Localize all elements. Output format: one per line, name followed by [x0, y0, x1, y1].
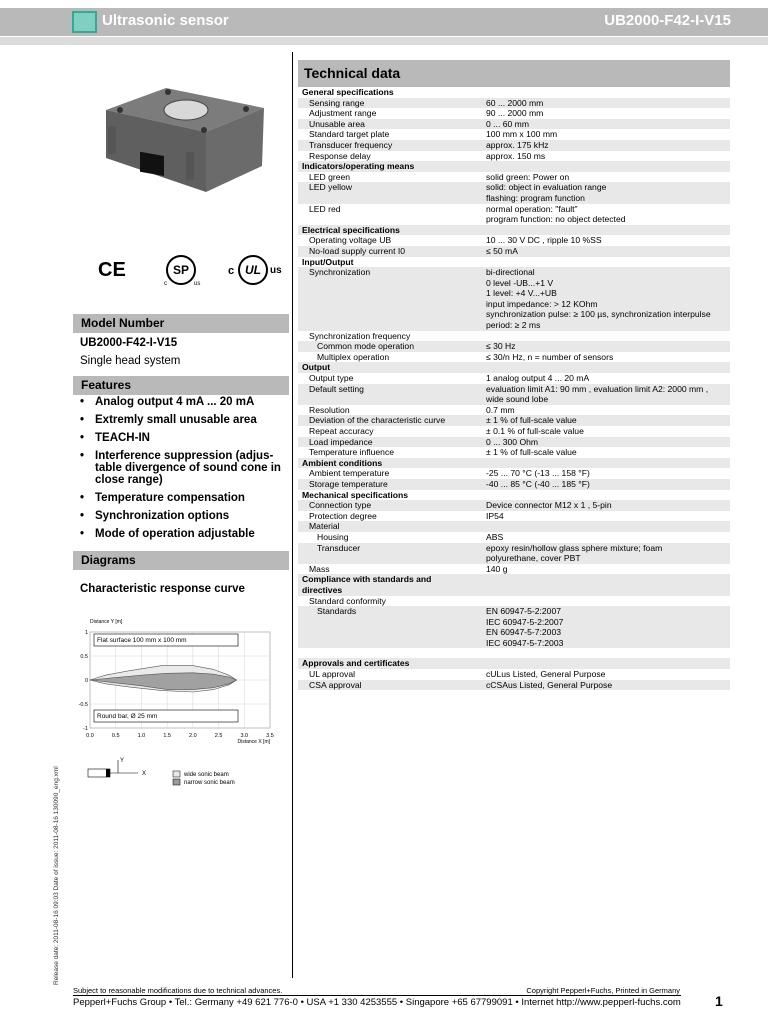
y-tick-label: -0.5	[78, 702, 88, 708]
table-value	[486, 521, 730, 532]
table-key: Synchronization	[309, 267, 371, 278]
table-value: solid green: Power on	[486, 171, 570, 182]
feature-item: • Mode of operation adjustable	[80, 528, 290, 540]
table-value: epoxy resin/hollow glass sphere mixture; foam polyurethane, cover PBT	[486, 542, 663, 564]
table-row	[298, 246, 730, 257]
table-row	[298, 405, 730, 416]
table-section-row	[298, 161, 730, 172]
table-value: cCSAus Listed, General Purpose	[486, 679, 613, 690]
x-tick-label: 3.5	[266, 733, 274, 739]
table-value: 90 ... 2000 mm	[486, 108, 544, 119]
table-key: Standard target plate	[309, 129, 390, 140]
table-value	[486, 596, 730, 607]
ul-mark-icon	[238, 255, 268, 285]
table-key: Resolution	[309, 404, 350, 415]
table-value: -40 ... 85 °C (-40 ... 185 °F)	[486, 478, 590, 489]
table-key: CSA approval	[309, 679, 362, 690]
features-heading: Features	[73, 376, 289, 395]
table-row	[298, 479, 730, 490]
table-value: -25 ... 70 °C (-13 ... 158 °F)	[486, 468, 590, 479]
legend-swatch	[173, 779, 180, 785]
table-value: 0.7 mm	[486, 404, 515, 415]
table-row	[298, 680, 730, 691]
legend-label: narrow sonic beam	[184, 780, 235, 786]
table-section-row	[298, 490, 730, 501]
product-image	[96, 80, 266, 198]
table-key: Adjustment range	[309, 108, 377, 119]
table-row	[298, 415, 730, 426]
table-section-row	[298, 257, 730, 268]
table-row	[298, 151, 730, 162]
table-section-row	[298, 658, 730, 669]
footer-contact: Pepperl+Fuchs Group • Tel.: Germany +49 621 776-0 • USA +1 330 4253555 • Singapore +65 67799091 • Internet http://www.pepperl-fuchs.com	[73, 997, 681, 1008]
table-key: Ambient conditions	[302, 457, 383, 468]
table-key: Response delay	[309, 150, 371, 161]
ul-mark-letters: UL	[245, 263, 261, 277]
table-key: LED green	[309, 171, 351, 182]
table-key: Protection degree	[309, 510, 377, 521]
table-row	[298, 500, 730, 511]
table-value: Device connector M12 x 1 , 5-pin	[486, 500, 612, 511]
table-row	[298, 543, 730, 564]
feature-item: • TEACH-IN	[80, 432, 290, 444]
table-row	[298, 468, 730, 479]
table-row	[298, 669, 730, 680]
table-key: UL approval	[309, 669, 356, 680]
table-value: ± 1 % of full-scale value	[486, 447, 577, 458]
sensor-x-label: X	[142, 771, 147, 777]
table-key: Temperature influence	[309, 447, 395, 458]
certification-logos	[96, 255, 286, 289]
table-value: bi-directional 0 level -UB...+1 V 1 level: +4 V...+UB input impedance: > 12 KOhm synchronization pulse: ≥ 100 µs, synchronization interpulse period: ≥ 2 ms	[486, 267, 711, 331]
legend-label: wide sonic beam	[184, 772, 229, 778]
response-curve-svg	[80, 614, 280, 794]
table-value: ABS	[486, 531, 504, 542]
table-value	[498, 87, 730, 98]
table-key: Standard conformity	[309, 595, 386, 606]
table-value	[498, 490, 730, 501]
table-key: Unusable area	[309, 118, 365, 129]
table-row	[298, 331, 730, 342]
table-row	[298, 352, 730, 363]
x-tick-label: 3.0	[240, 733, 249, 739]
table-key: Connection type	[309, 500, 372, 511]
sensor-y-label: Y	[120, 758, 125, 764]
table-row	[298, 606, 730, 648]
table-value: ± 1 % of full-scale value	[486, 415, 577, 426]
table-section-row	[298, 458, 730, 469]
table-key: Electrical specifications	[302, 224, 400, 235]
table-value: 100 mm x 100 mm	[486, 129, 558, 140]
table-key: Mass	[309, 563, 330, 574]
x-tick-label: 0.5	[111, 733, 120, 739]
x-tick-label: 0.0	[86, 733, 94, 739]
table-row	[298, 447, 730, 458]
table-row	[298, 235, 730, 246]
table-key: General specifications	[302, 87, 394, 97]
legend-swatch	[173, 771, 180, 777]
table-row	[298, 267, 730, 331]
footer-copyright: Copyright Pepperl+Fuchs, Printed in Germany	[526, 986, 680, 995]
table-section-row	[298, 362, 730, 373]
table-value: ≤ 50 mA	[486, 245, 518, 256]
features-list	[80, 396, 290, 545]
feature-item: • Extremly small unusable area	[80, 414, 290, 426]
table-section-row	[298, 574, 730, 595]
x-tick-label: 1.0	[137, 733, 146, 739]
table-key: LED yellow	[309, 182, 352, 193]
csa-mark-letters: SP	[172, 263, 189, 277]
table-row	[298, 341, 730, 352]
csa-mark-c: c	[164, 281, 167, 287]
table-key: Output	[302, 362, 331, 373]
table-value: evaluation limit A1: 90 mm , evaluation limit A2: 2000 mm , wide sound lobe	[486, 383, 709, 405]
table-section-row	[298, 87, 730, 98]
table-key: Multiplex operation	[317, 351, 390, 362]
table-key: Operating voltage UB	[309, 235, 392, 246]
feature-item: • Temperature compensation	[80, 492, 290, 504]
brand-square-icon	[72, 11, 97, 33]
table-key: Approvals and certificates	[302, 658, 410, 669]
sensor-head	[106, 769, 110, 777]
diagram-title: Characteristic response curve	[80, 583, 245, 595]
feature-item: • Analog output 4 mA ... 20 mA	[80, 396, 290, 408]
table-value: 0 ... 60 mm	[486, 118, 529, 129]
table-key: Output type	[309, 373, 354, 384]
table-key: Material	[309, 521, 340, 532]
x-tick-label: 2.5	[214, 733, 223, 739]
table-value: ≤ 30 Hz	[486, 341, 516, 352]
table-value	[498, 574, 730, 595]
table-key: Load impedance	[309, 436, 373, 447]
table-value: approx. 175 kHz	[486, 139, 549, 150]
table-key: Transducer frequency	[309, 139, 393, 150]
table-value	[498, 658, 730, 669]
technical-data-heading: Technical data	[298, 60, 730, 87]
table-value	[486, 331, 730, 342]
cul-mark-us: us	[270, 265, 282, 276]
diagrams-heading: Diagrams	[73, 551, 289, 570]
column-divider	[292, 52, 293, 978]
x-tick-label: 2.0	[189, 733, 197, 739]
table-section-row	[298, 225, 730, 236]
table-row	[298, 373, 730, 384]
model-description: Single head system	[80, 355, 181, 367]
table-value: 0 ... 300 Ohm	[486, 436, 539, 447]
y-tick-label: 0	[84, 678, 88, 684]
table-row	[298, 129, 730, 140]
table-key: Storage temperature	[309, 478, 388, 489]
box-label-round: Round bar, Ø 25 mm	[97, 713, 158, 720]
table-key: No-load supply current I0	[309, 245, 406, 256]
table-value: normal operation: "fault" program function: no object detected	[486, 203, 626, 225]
csa-mark-us: us	[194, 281, 201, 287]
table-row	[298, 511, 730, 522]
table-row	[298, 648, 730, 658]
model-title: UB2000-F42-I-V15	[604, 12, 731, 29]
table-key: Compliance with standards and directives	[302, 574, 432, 595]
table-row	[298, 140, 730, 151]
y-axis-label: Distance Y [m]	[90, 619, 123, 625]
table-row	[298, 384, 730, 405]
table-value	[498, 161, 730, 172]
table-row	[298, 437, 730, 448]
table-value: cULus Listed, General Purpose	[486, 669, 606, 680]
y-tick-label: 0.5	[80, 654, 88, 660]
table-key: Standards	[317, 606, 357, 617]
table-row	[298, 426, 730, 437]
table-value	[498, 458, 730, 469]
page-number: 1	[715, 993, 723, 1009]
response-curve-chart	[80, 614, 280, 794]
table-row	[298, 119, 730, 130]
release-info: Release date: 2011-08-16 09:03 Date of issue: 2011-08-16 130090_eng.xml	[53, 766, 60, 985]
table-row	[298, 182, 730, 203]
csa-mark-icon	[166, 255, 196, 285]
table-value	[498, 362, 730, 373]
table-key: Indicators/operating means	[302, 161, 415, 172]
table-row	[298, 108, 730, 119]
technical-data-table	[298, 87, 730, 690]
table-row	[298, 172, 730, 183]
table-key: Repeat accuracy	[309, 426, 374, 436]
feature-item: • Synchronization options	[80, 510, 290, 522]
x-tick-label: 1.5	[163, 733, 171, 739]
table-row	[298, 98, 730, 109]
table-value: 60 ... 2000 mm	[486, 97, 544, 108]
model-number-value: UB2000-F42-I-V15	[80, 337, 178, 349]
cul-mark-c: c	[228, 265, 235, 277]
table-key: Input/Output	[302, 256, 354, 267]
footer-divider	[73, 995, 681, 996]
table-key: Ambient temperature	[309, 468, 390, 479]
table-row	[298, 564, 730, 575]
table-value: 10 ... 30 V DC , ripple 10 %SS	[486, 235, 602, 246]
table-row	[298, 596, 730, 607]
table-value: 1 analog output 4 ... 20 mA	[486, 373, 590, 384]
table-value: 140 g	[486, 563, 508, 574]
table-key: Transducer	[317, 542, 361, 553]
table-key: Sensing range	[309, 97, 365, 108]
table-value	[498, 257, 730, 268]
page-header	[0, 8, 768, 36]
ce-mark-icon: CE	[98, 259, 126, 281]
table-key: Deviation of the characteristic curve	[309, 415, 446, 426]
feature-item: • Interference suppression (adjus-table divergence of sound cone in close range)	[80, 450, 290, 486]
table-value: ± 0.1 % of full-scale value	[486, 426, 584, 436]
table-value: IP54	[486, 510, 504, 521]
document-title: Ultrasonic sensor	[102, 12, 229, 29]
model-number-heading: Model Number	[73, 314, 289, 333]
footer-note: Subject to reasonable modifications due to technical advances.	[73, 986, 283, 995]
table-value: approx. 150 ms	[486, 150, 546, 161]
header-subbar	[0, 37, 768, 45]
table-row	[298, 532, 730, 543]
table-row	[298, 521, 730, 532]
table-key: Housing	[317, 531, 349, 542]
table-value: ≤ 30/n Hz, n = number of sensors	[486, 351, 614, 362]
table-key: LED red	[309, 203, 341, 214]
table-value	[498, 225, 730, 236]
table-key: Default setting	[309, 383, 364, 394]
table-key: Synchronization frequency	[309, 330, 411, 341]
table-value: solid: object in evaluation range flashing: program function	[486, 182, 607, 203]
table-key: Common mode operation	[317, 341, 414, 352]
table-key: Mechanical specifications	[302, 489, 409, 500]
table-value: EN 60947-5-2:2007 IEC 60947-5-2:2007 EN 60947-5-7:2003 IEC 60947-5-7:2003	[486, 606, 564, 648]
table-row	[298, 204, 730, 225]
x-axis-label: Distance X [m]	[237, 739, 270, 745]
y-tick-label: -1	[83, 726, 88, 732]
y-tick-label: 1	[84, 630, 88, 636]
box-label-flat: Flat surface 100 mm x 100 mm	[97, 637, 187, 644]
